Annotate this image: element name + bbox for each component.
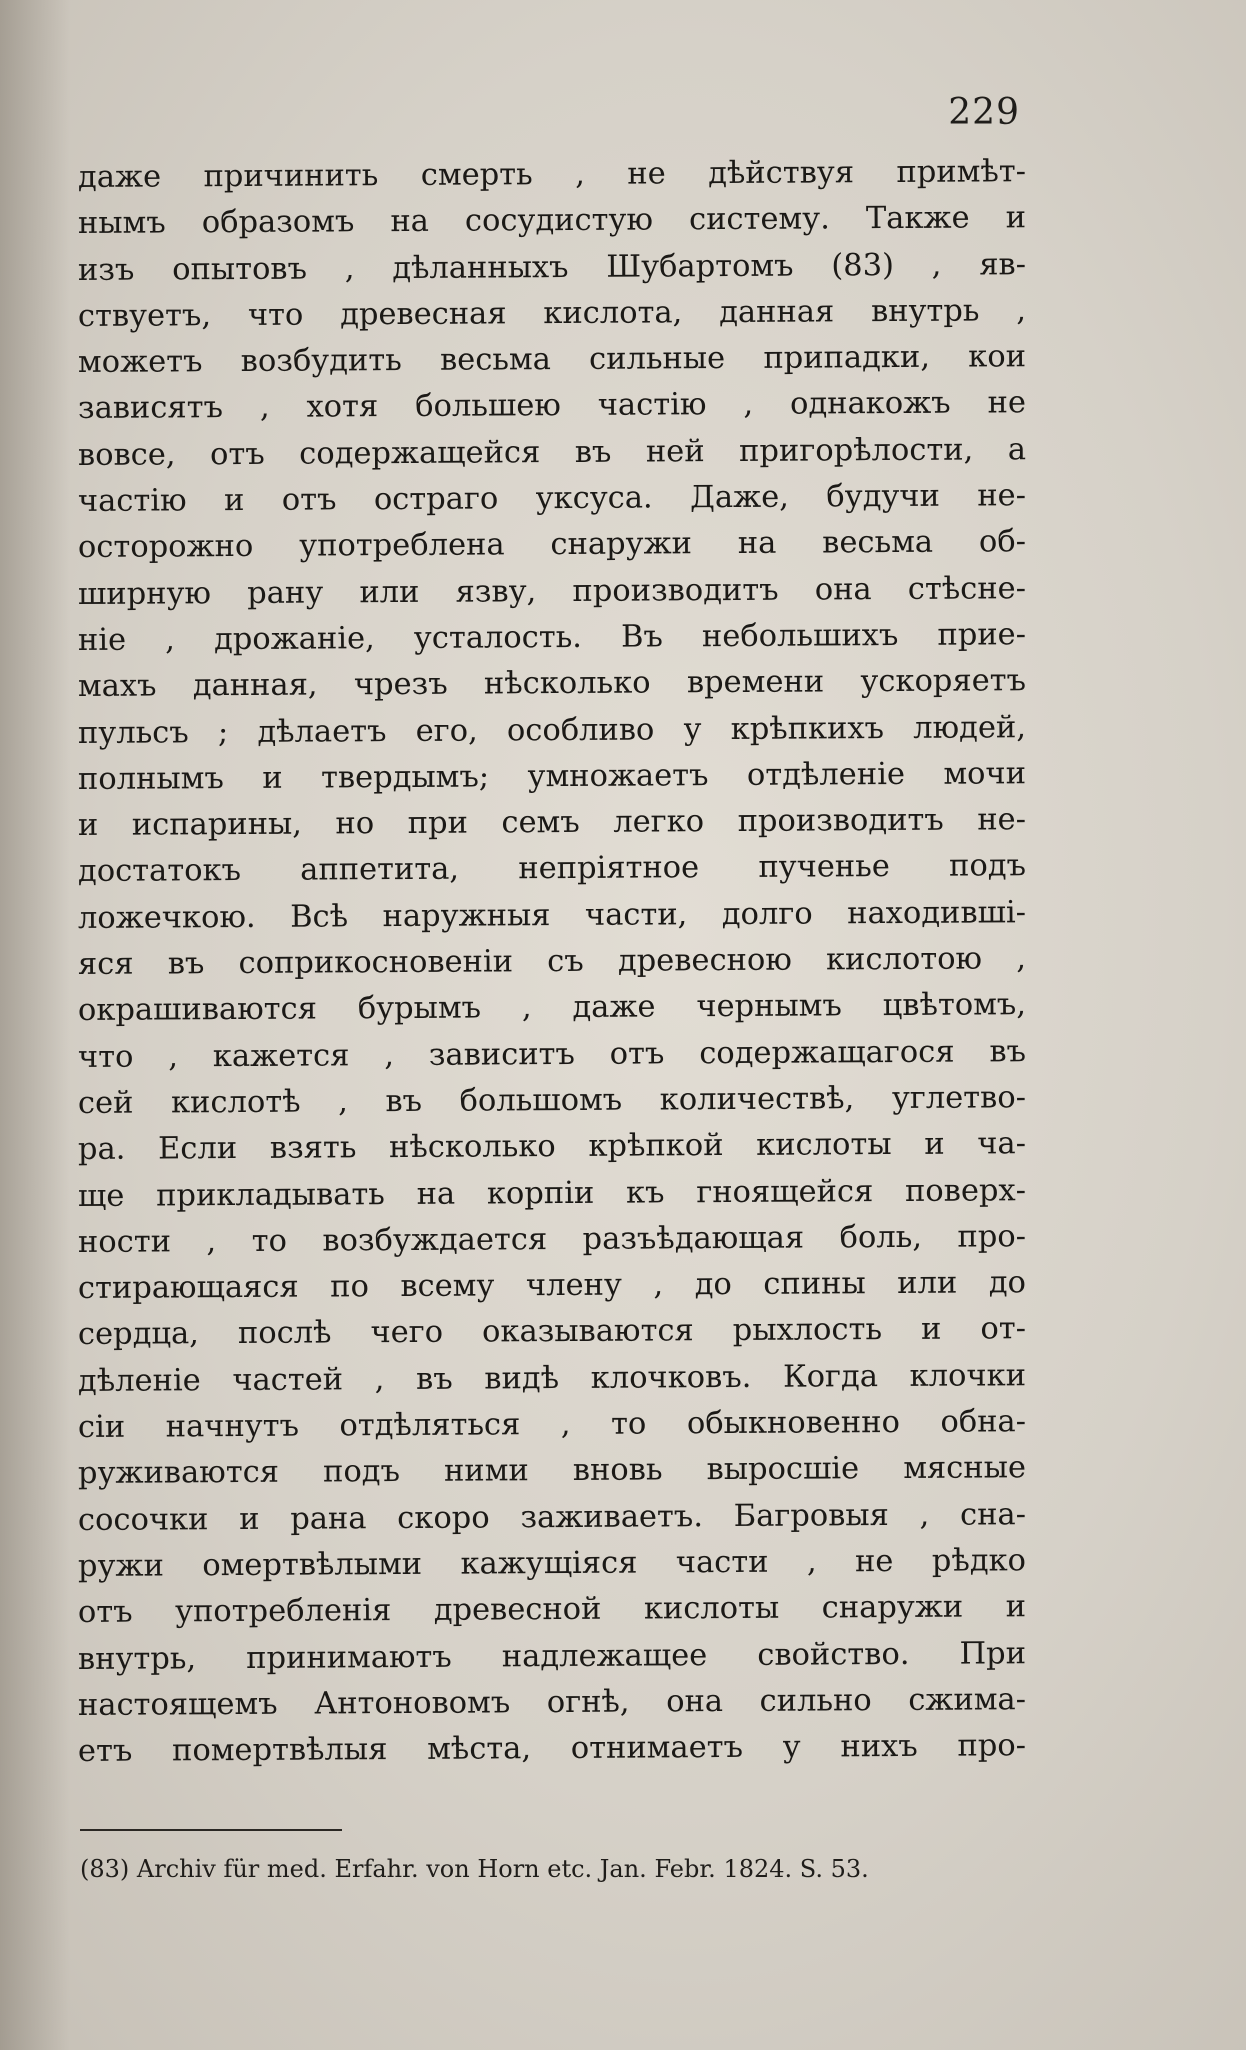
page-number: 229: [948, 92, 1020, 133]
text-line: отъ употребленія древесной кислоты снаружи и: [77, 1589, 1027, 1631]
text-line: зависятъ , хотя большею частію , однакожъ не: [77, 385, 1027, 427]
text-line: стирающаяся по всему члену , до спины или до: [77, 1265, 1027, 1307]
text-line: сіи начнутъ отдѣляться , то обыкновенно обна-: [77, 1404, 1027, 1446]
text-line: ніе , дрожаніе, усталость. Въ небольшихъ прие-: [77, 617, 1027, 658]
text-line: руживаются подъ ними вновь выросшіе мясные: [77, 1450, 1027, 1492]
text-line: ра. Если взять нѣсколько крѣпкой кислоты и ча-: [77, 1126, 1027, 1168]
text-line: нымъ образомъ на сосудистую систему. Также и: [77, 200, 1027, 242]
text-line: достатокъ аппетита, непріятное пученье подъ: [77, 848, 1027, 890]
text-line: ружи омертвѣлыми кажущіяся части , не рѣдко: [77, 1543, 1027, 1584]
text-line: ширную рану или язву, производитъ она стѣсне-: [77, 570, 1027, 612]
text-line: вовсе, отъ содержащейся въ ней пригорѣлости, а: [77, 431, 1027, 473]
text-line: етъ помертвѣлыя мѣста, отнимаетъ у нихъ про-: [77, 1728, 1027, 1770]
text-line: сосочки и рана скоро заживаетъ. Багровыя , сна-: [77, 1496, 1027, 1538]
page-edge-shadow: [0, 0, 70, 2050]
text-line: ности , то возбуждается разъѣдающая боль, про-: [77, 1219, 1027, 1260]
text-line: пульсъ ; дѣлаетъ его, особливо у крѣпкихъ людей,: [77, 709, 1027, 751]
text-line: внутрь, принимаютъ надлежащее свойство. При: [77, 1635, 1027, 1677]
footnote: (83) Archiv für med. Erfahr. von Horn etc. Jan. Febr. 1824. S. 53.: [80, 1855, 869, 1883]
text-line: окрашиваются бурымъ , даже чернымъ цвѣтомъ,: [77, 987, 1027, 1029]
text-line: даже причинить смерть , не дѣйствуя примѣт-: [77, 154, 1027, 195]
text-line: сердца, послѣ чего оказываются рыхлость и от-: [77, 1311, 1027, 1353]
text-line: что , кажется , зависитъ отъ содержащагося въ: [77, 1033, 1027, 1075]
text-line: дѣленіе частей , въ видѣ клочковъ. Когда клочки: [77, 1357, 1027, 1399]
text-line: ще прикладывать на корпіи къ гноящейся поверх-: [77, 1172, 1027, 1214]
text-line: изъ опытовъ , дѣланныхъ Шубартомъ (83) , яв-: [77, 246, 1027, 288]
text-line: можетъ возбудить весьма сильные припадки, кои: [77, 339, 1027, 381]
text-line: настоящемъ Антоновомъ огнѣ, она сильно сжима-: [77, 1682, 1027, 1723]
text-line: осторожно употреблена снаружи на весьма об-: [77, 524, 1027, 566]
text-line: частію и отъ остраго уксуса. Даже, будучи не-: [77, 478, 1027, 520]
text-line: махъ данная, чрезъ нѣсколько времени ускоряетъ: [77, 663, 1027, 705]
text-line: ложечкою. Всѣ наружныя части, долго находивші-: [77, 894, 1027, 936]
body-text: [78, 155, 1026, 1775]
footnote-divider: [80, 1829, 342, 1831]
text-line: яся въ соприкосновеніи съ древесною кислотою ,: [77, 941, 1027, 983]
text-line: полнымъ и твердымъ; умножаетъ отдѣленіе мочи: [77, 756, 1027, 797]
text-line: сей кислотѣ , въ большомъ количествѣ, углетво-: [77, 1080, 1027, 1121]
text-line: и испарины, но при семъ легко производитъ не-: [77, 802, 1027, 844]
text-line: ствуетъ, что древесная кислота, данная внутрь ,: [77, 293, 1027, 334]
